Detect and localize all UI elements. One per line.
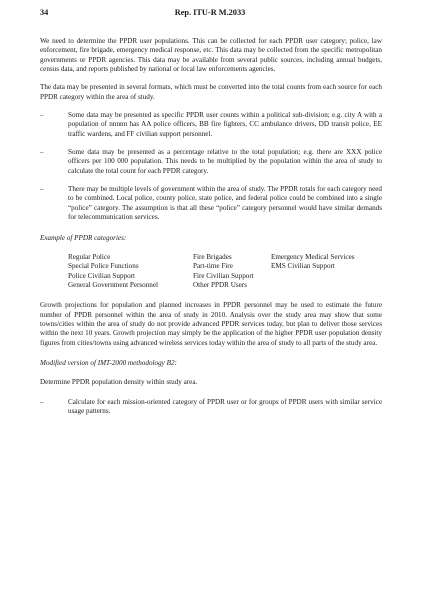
categories-table <box>68 253 382 290</box>
list-dash: – <box>40 185 44 194</box>
paragraph-data-formats: The data may be presented in several formats, which must be converted into the total counts from each source for each PPDR category within the area of study. <box>40 83 382 101</box>
list-item-text: There may be multiple levels of government within the area of study. The PPDR totals for each category need to be combined. Local police, county police, state police, and federal police could be combined into a single “police” category. The assumption is that all these “police” category personnel would have similar demands for telecommunication services. <box>68 185 382 222</box>
category-item: Regular Police <box>68 252 111 261</box>
page-header <box>40 8 380 20</box>
list-item <box>40 398 382 417</box>
category-item: Fire Brigades <box>193 252 232 261</box>
page-body <box>40 37 382 416</box>
category-item: Other PPDR Users <box>193 280 247 289</box>
list-item <box>40 111 382 139</box>
categories-column-fire <box>193 253 271 290</box>
category-item: Police Civilian Support <box>68 271 136 280</box>
list-item-text: Calculate for each mission-oriented category of PPDR user or for groups of PPDR users with similar service usage patterns. <box>68 397 382 415</box>
categories-column-police <box>68 253 193 290</box>
methodology-heading: Modified version of IMT-2000 methodology B2: <box>40 358 177 367</box>
list-dash: – <box>40 148 44 157</box>
category-item: Special Police Functions <box>68 262 139 271</box>
list-dash: – <box>40 111 44 120</box>
list-item <box>40 185 382 222</box>
example-heading: Example of PPDR categories: <box>40 233 127 242</box>
paragraph-user-populations: We need to determine the PPDR user populations. This can be collected for each PPDR user category; police, law enforcement, fire brigade, emergency medical response, etc. This data may be collected from the specific metropolitan governments or PPDR agencies. This data may be available from several public sources, including annual budgets, census data, and reports published by national or local law enforcements agencies. <box>40 37 382 74</box>
category-item: General Government Personnel <box>68 280 159 289</box>
list-item <box>40 148 382 176</box>
category-item: Fire Civilian Support <box>193 271 254 280</box>
paragraph-growth-projections: Growth projections for population and planned increases in PPDR personnel may be used to estimate the future number of PPDR personnel within the area of study in 2010. Analysis over the study area may show that some towns/cities within the area of study do not provide advanced PPDR services today, but plan to deliver those services within the next 10 years. Growth projection may simply be the application of the higher PPDR user population density figures from cities/towns using advanced wireless services today within the area of study to all parts of the study area. <box>40 301 382 347</box>
list-item-text: Some data may be presented as a percentage relative to the total population; e.g. there are XXX police officers per 100 000 population. This needs to be multiplied by the population within the area of study to calculate the total count for each PPDR category. <box>68 148 382 175</box>
paragraph-density: Determine PPDR population density within study area. <box>40 378 198 387</box>
categories-column-ems <box>271 253 381 290</box>
list-item-text: Some data may be presented as specific PPDR user counts within a political sub-division; e.g. city A with a population of nnnnn has AA police officers, BB fire fighters, CC ambulance drivers, DD transit police, EE traffic wardens, and FF civilian support personnel. <box>68 111 382 138</box>
category-item: Emergency Medical Services <box>271 252 355 261</box>
page-number: 34 <box>40 8 49 17</box>
category-item: Part-time Fire <box>193 262 233 271</box>
category-item: EMS Civilian Support <box>271 262 335 271</box>
list-dash: – <box>40 397 44 406</box>
document-reference: Rep. ITU-R M.2033 <box>174 8 246 17</box>
